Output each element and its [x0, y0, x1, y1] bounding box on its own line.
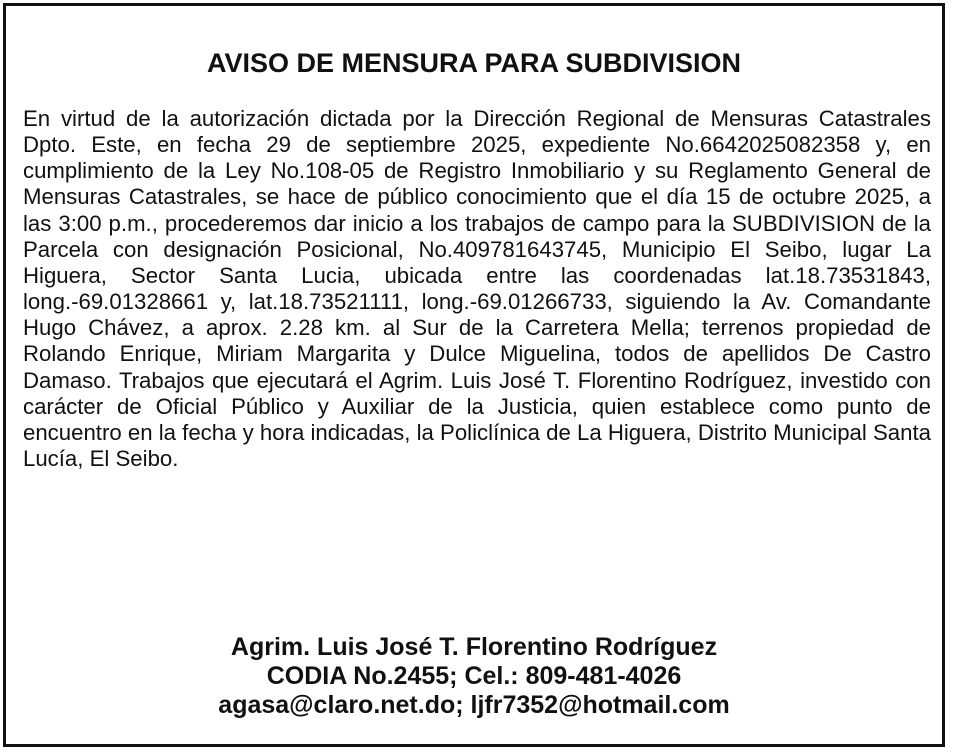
signature-codia-phone: CODIA No.2455; Cel.: 809-481-4026: [266, 662, 682, 690]
notice-body: En virtud de la autorización dictada por la Dirección Regional de Mensuras Catastrales Dpto. Este, en fecha 29 de septiembre 2025, expediente No.6642025082358 y, en cumplimiento de la Ley No.108-05 de Registro Inmobiliario y su Reglamento General de Mensuras Catastrales, se hace de público conocimiento que el día 15 de octubre 2025, a las 3:00 p.m., procederemos dar inicio a los trabajos de campo para la SUBDIVISION de la Parcela con designación Posicional, No.409781643745, Municipio El Seibo, lugar La Higuera, Sector Santa Lucia, ubicada entre las coordenadas lat.18.73531843, long.-69.01328661 y, lat.18.73521111, long.-69.01266733, siguiendo la Av. Comandante Hugo Chávez, a aprox. 2.28 km. al Sur de la Carretera Mella; terrenos propiedad de Rolando Enrique, Miriam Margarita y Dulce Miguelina, todos de apellidos De Castro Damaso. Trabajos que ejecutará el Agrim. Luis José T. Florentino Rodríguez, investido con carácter de Oficial Público y Auxiliar de la Justicia, quien establece como punto de encuentro en la fecha y hora indicadas, la Policlínica de La Higuera, Distrito Municipal Santa Lucía, El Seibo.: [23, 106, 931, 472]
notice-frame: [3, 3, 945, 747]
signature-block: [6, 633, 942, 720]
signature-name: Agrim. Luis José T. Florentino Rodríguez: [230, 633, 718, 661]
notice-title: AVISO DE MENSURA PARA SUBDIVISION: [206, 48, 742, 78]
signature-emails: agasa@claro.net.do; ljfr7352@hotmail.com: [218, 691, 730, 719]
